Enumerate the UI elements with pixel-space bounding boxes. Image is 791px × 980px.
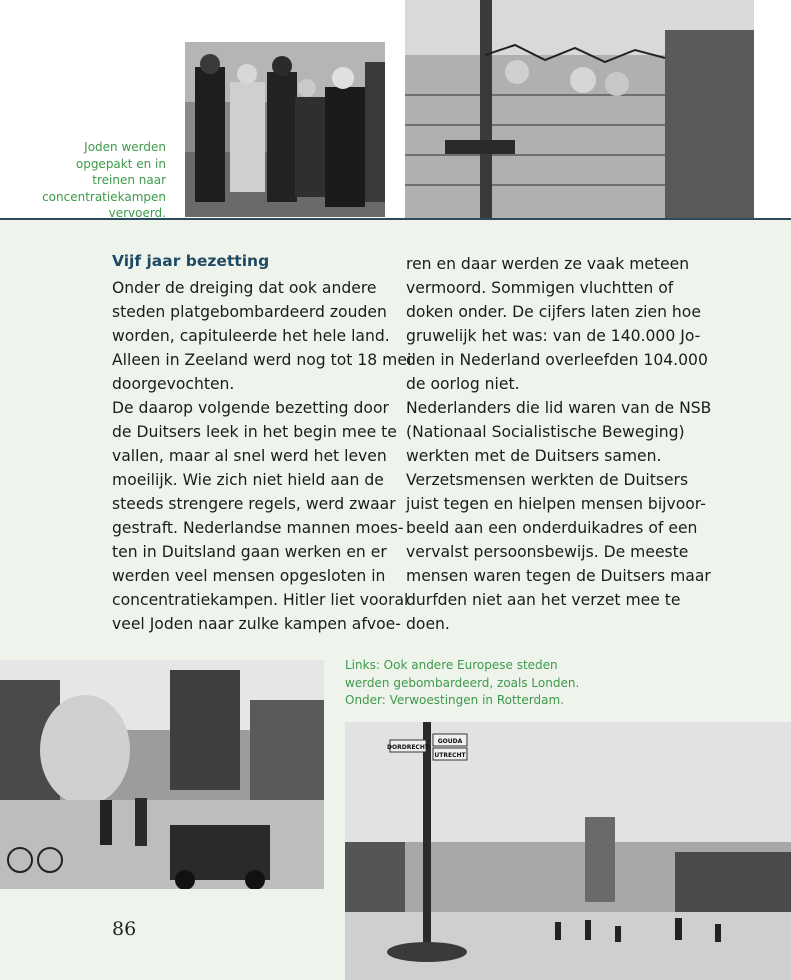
caption-line: werden gebombardeerd, zoals Londen.: [345, 675, 580, 690]
text-line: doorgevochten.: [112, 375, 235, 393]
text-line: vallen, maar al snel werd het leven: [112, 447, 387, 465]
photo-train-wagon: [405, 0, 754, 218]
text-line: vervalst persoonsbewijs. De meeste: [406, 543, 689, 561]
text-line: mensen waren tegen de Duitsers maar: [406, 567, 711, 585]
text-line: werkten met de Duitsers samen.: [406, 447, 662, 465]
text-line: werden veel mensen opgesloten in: [112, 567, 386, 585]
text-line: moeilijk. Wie zich niet hield aan de: [112, 471, 384, 489]
text-line: worden, capituleerde het hele land.: [112, 327, 390, 345]
text-line: beeld aan een onderduikadres of een: [406, 519, 698, 537]
article-column-left: [112, 276, 412, 636]
text-line: gestraft. Nederlandse mannen moes-: [112, 519, 404, 537]
page-number: 86: [112, 918, 137, 940]
text-line: steden platgebombardeerd zouden: [112, 303, 387, 321]
text-line: Alleen in Zeeland werd nog tot 18 mei: [112, 351, 412, 369]
caption-arrest: Joden werden opgepakt en in treinen naar concentratiekampen vervoerd.: [42, 140, 166, 220]
article-heading: Vijf jaar bezetting: [112, 252, 270, 270]
photo-london-bombing: [0, 660, 324, 889]
text-line: den in Nederland overleefden 104.000: [406, 351, 708, 369]
text-line: Verzetsmensen werkten de Duitsers: [406, 471, 689, 489]
text-line: doken onder. De cijfers laten zien hoe: [406, 303, 701, 321]
caption-line: Onder: Verwoestingen in Rotterdam.: [345, 693, 564, 707]
text-line: durfden niet aan het verzet mee te: [406, 591, 681, 609]
text-line: veel Joden naar zulke kampen afvoe-: [112, 615, 401, 633]
text-line: Nederlanders die lid waren van de NSB: [406, 399, 712, 417]
text-line: steeds strengere regels, werd zwaar: [112, 495, 396, 513]
text-line: concentratiekampen. Hitler liet vooral: [112, 591, 409, 609]
text-line: gruwelijk het was: van de 140.000 Jo-: [406, 327, 701, 345]
sign-dordrecht: DORDRECHT: [387, 744, 429, 751]
text-line: (Nationaal Socialistische Beweging): [406, 423, 685, 441]
text-line: vermoord. Sommigen vluchtten of: [406, 279, 674, 297]
text-line: de oorlog niet.: [406, 375, 520, 393]
sign-utrecht: UTRECHT: [434, 752, 466, 759]
text-line: de Duitsers leek in het begin mee te: [112, 423, 397, 441]
photo-rotterdam-destruction: [345, 722, 791, 980]
sign-gouda: GOUDA: [437, 738, 463, 745]
article-column-right: [406, 252, 712, 636]
caption-bombing: [345, 657, 625, 710]
text-line: ten in Duitsland gaan werken en er: [112, 543, 387, 561]
photo-arrest: [185, 42, 385, 217]
text-line: ren en daar werden ze vaak meteen: [406, 255, 690, 273]
text-line: De daarop volgende bezetting door: [112, 399, 389, 417]
text-line: juist tegen en hielpen mensen bijvoor-: [406, 495, 706, 513]
caption-line: Links: Ook andere Europese steden: [345, 658, 558, 672]
text-line: doen.: [406, 615, 450, 633]
text-line: Onder de dreiging dat ook andere: [112, 279, 377, 297]
